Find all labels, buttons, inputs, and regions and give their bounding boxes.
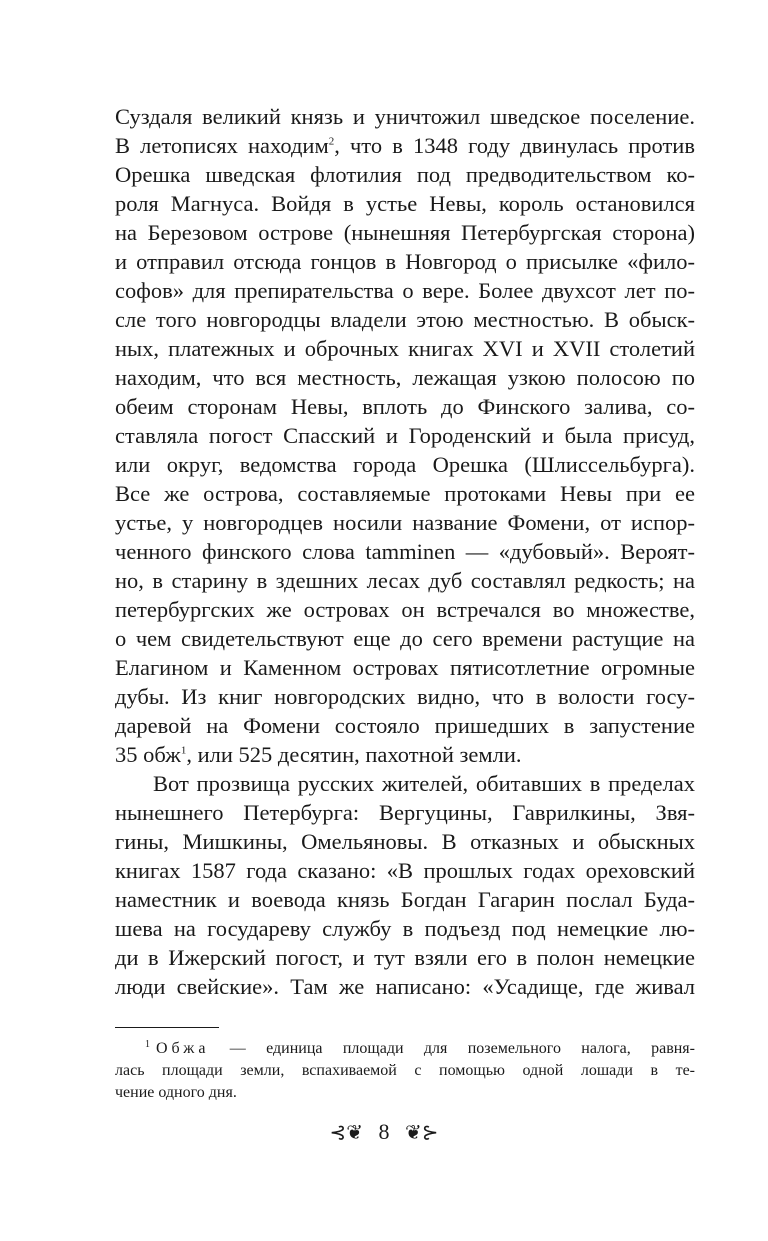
text-line: на Березовом острове (нынешняя Петербургская сторона) xyxy=(115,220,695,245)
text-line: Елагином и Каменном островах пятисотлетние огромные xyxy=(115,655,695,680)
text-line: Все же острова, составляемые протоками Невы при ее xyxy=(115,481,695,506)
footnote-line: чение одного дня. xyxy=(115,1084,237,1101)
text-fragment: 35 обж xyxy=(115,742,181,767)
footnotes xyxy=(115,1038,695,1104)
footnote-divider xyxy=(115,1027,219,1028)
text-line: но, в старину в здешних лесах дуб составлял редкость; на xyxy=(115,568,695,593)
text-line: книгах 1587 года сказано: «В прошлых годах ореховский xyxy=(115,858,695,883)
text-line: наместник и воевода князь Богдан Гагарин послал Буда- xyxy=(115,887,695,912)
footnote-line xyxy=(115,1038,695,1060)
text-line: ченного финского слова tamminen — «дубовый». Вероят- xyxy=(115,539,695,564)
text-line: даревой на Фомени состояло пришедших в запустение xyxy=(115,713,695,738)
text-line: находим, что вся местность, лежащая узкою полосою по xyxy=(115,365,695,390)
ornament-right-icon: ❦⊱ xyxy=(405,1122,439,1144)
text-line: шева на государеву службу в подъезд под немецкие лю- xyxy=(115,916,695,941)
text-line: нынешнего Петербурга: Вергуцины, Гаврилкины, Звя- xyxy=(115,800,695,825)
text-line: гины, Мишкины, Омельяновы. В отказных и обыскных xyxy=(115,829,695,854)
text-line: обеим сторонам Невы, вплоть до Финского залива, со- xyxy=(115,394,695,419)
text-fragment: , или 525 десятин, пахотной земли. xyxy=(186,742,522,767)
text-fragment: , что в 1348 году двинулась против xyxy=(334,133,695,158)
footnote-line: лась площади земли, вспахиваемой с помощью одной лошади в те- xyxy=(115,1062,695,1079)
ornament-left-icon: ⊰❦ xyxy=(329,1122,363,1144)
main-text xyxy=(115,102,695,1001)
footnote-ref: 2 xyxy=(328,135,335,148)
text-line xyxy=(115,740,695,769)
text-line: Суздаля великий князь и уничтожил шведское поселение. xyxy=(115,104,695,129)
text-line: ных, платежных и оброчных книгах XVI и XVII столетий xyxy=(115,336,695,361)
page-number: 8 xyxy=(378,1119,390,1144)
text-line: петербургских же островах он встречался во множестве, xyxy=(115,597,695,622)
footnote-mark: 1 xyxy=(145,1038,150,1050)
text-line: устье, у новгородцев носили название Фомени, от испор- xyxy=(115,510,695,535)
text-line xyxy=(115,131,695,160)
text-line: люди свейские». Там же написано: «Усадище, где живал xyxy=(115,974,695,999)
text-line: Вот прозвища русских жителей, обитавших в пределах xyxy=(153,771,695,796)
footnote-term: Обжа xyxy=(156,1040,210,1057)
text-line: или округ, ведомства города Орешка (Шлиссельбурга). xyxy=(115,452,695,477)
footnote-ref: 1 xyxy=(180,744,187,757)
text-line: ди в Ижерский погост, и тут взяли его в полон немецкие xyxy=(115,945,695,970)
text-line: и отправил отсюда гонцов в Новгород о присылке «фило- xyxy=(115,249,695,274)
text-line: Орешка шведская флотилия под предводительством ко- xyxy=(115,162,695,187)
text-fragment: — единица площади для поземельного налога, равня- xyxy=(209,1040,695,1057)
text-line: роля Магнуса. Войдя в устье Невы, король остановился xyxy=(115,191,695,216)
text-line: сле того новгородцы владели этою местностью. В обыск- xyxy=(115,307,695,332)
text-line: дубы. Из книг новгородских видно, что в волости госу- xyxy=(115,684,695,709)
text-line: софов» для препирательства о вере. Более двухсот лет по- xyxy=(115,278,695,303)
page-footer xyxy=(0,1117,768,1148)
text-line: о чем свидетельствуют еще до сего времени растущие на xyxy=(115,626,695,651)
text-fragment: В летописях находим xyxy=(115,133,329,158)
text-line: ставляла погост Спасский и Городенский и была присуд, xyxy=(115,423,695,448)
